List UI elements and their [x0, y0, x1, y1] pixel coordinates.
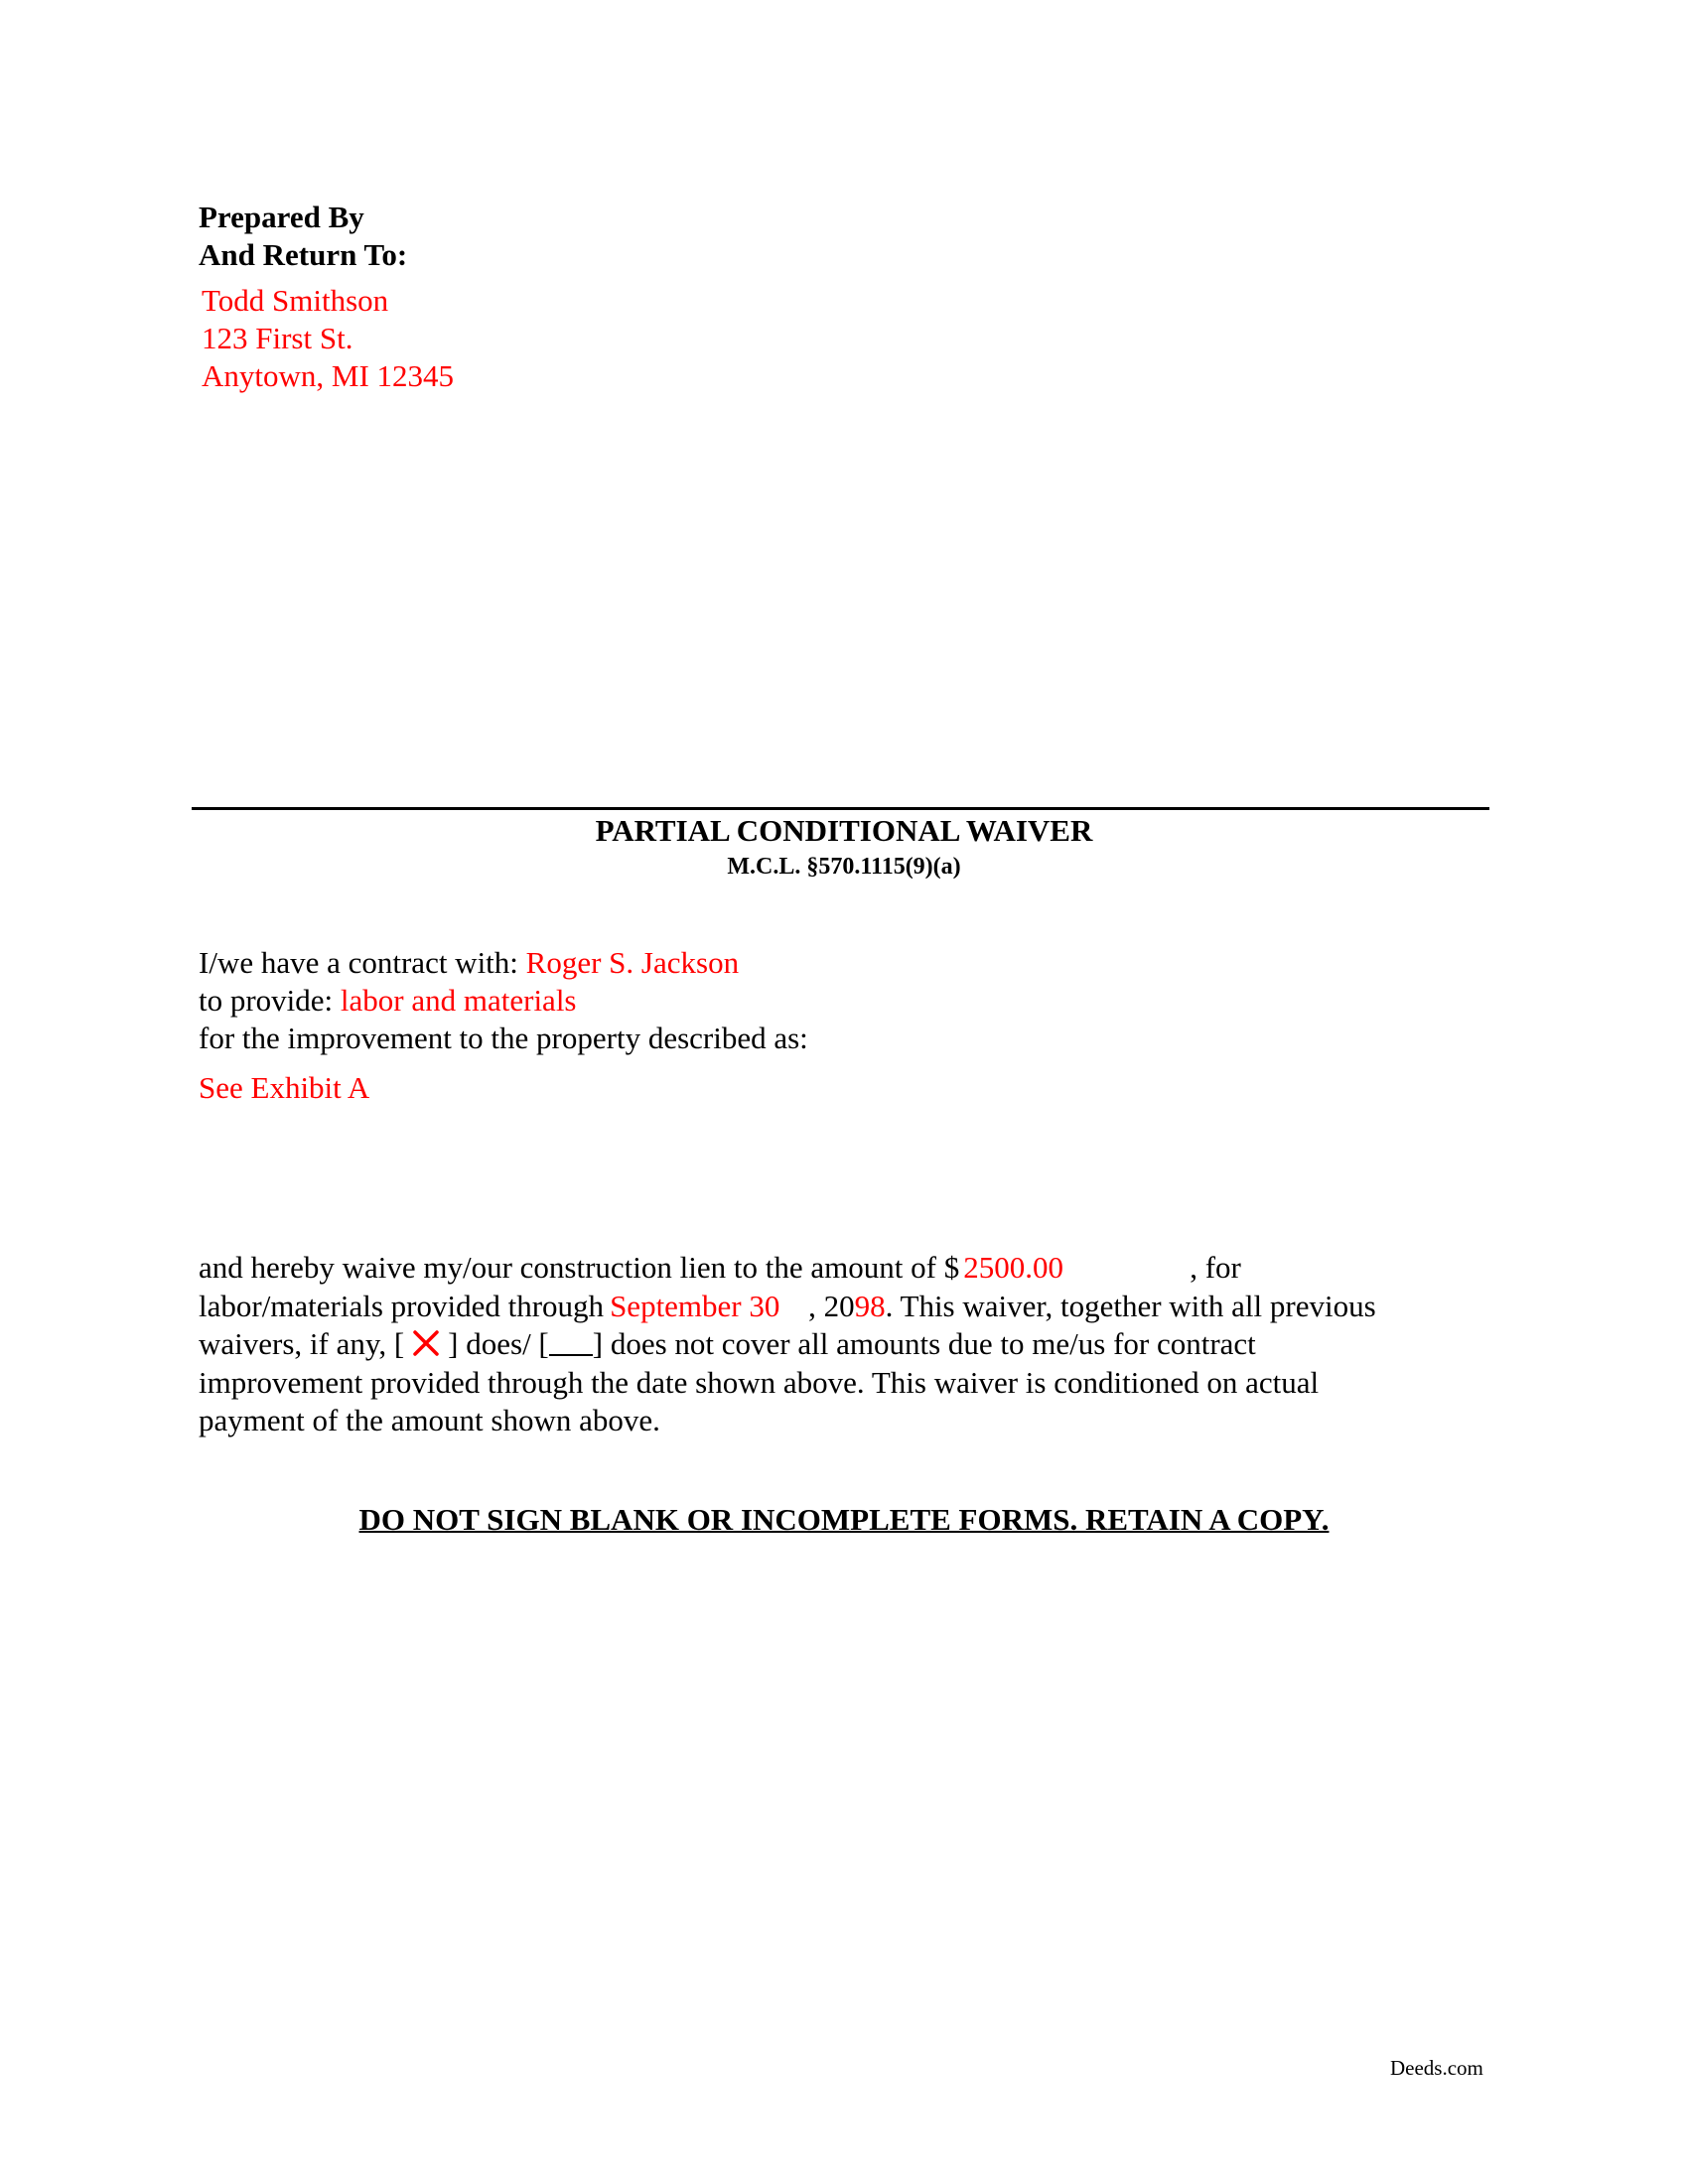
- waiver-amount-label: and hereby waive my/our construction lien to the amount of $: [199, 1250, 960, 1285]
- year-suffix: 98: [854, 1288, 886, 1323]
- does-not-label: ] does not cover all amounts due to me/us for contract: [592, 1326, 1256, 1361]
- contract-with-row: [199, 944, 808, 982]
- prepared-by-label: Prepared By: [199, 200, 364, 234]
- provide-value: labor and materials: [340, 983, 577, 1018]
- document-title: PARTIAL CONDITIONAL WAIVER: [595, 813, 1093, 848]
- statute-reference: M.C.L. §570.1115(9)(a): [727, 854, 961, 880]
- year-prefix: , 20: [808, 1288, 855, 1323]
- property-label: for the improvement to the property described as:: [199, 1021, 808, 1055]
- prepared-by-block: [199, 199, 454, 395]
- waivers-if-any-label: waivers, if any, [: [199, 1326, 405, 1361]
- through-label: labor/materials provided through: [199, 1288, 605, 1323]
- title-divider: [192, 807, 1489, 810]
- through-date: September 30: [610, 1288, 780, 1323]
- x-mark-icon: [411, 1328, 441, 1358]
- waiver-line-1: [199, 1249, 1376, 1288]
- provide-row: [199, 982, 808, 1020]
- waiver-line-2: [199, 1288, 1376, 1326]
- property-description: See Exhibit A: [199, 1070, 370, 1105]
- does-checkbox[interactable]: [404, 1325, 448, 1363]
- waiver-paragraph: [199, 1249, 1376, 1440]
- preparer-street: 123 First St.: [202, 321, 353, 355]
- waiver-line1-end: , for: [1190, 1250, 1241, 1285]
- does-not-checkbox[interactable]: [549, 1332, 593, 1356]
- preparer-city-state-zip: Anytown, MI 12345: [202, 358, 455, 393]
- signing-warning: DO NOT SIGN BLANK OR INCOMPLETE FORMS. RETAIN A COPY.: [358, 1502, 1330, 1537]
- waiver-line-4: improvement provided through the date shown above. This waiver is conditioned on actual: [199, 1364, 1320, 1400]
- does-label: ] does/ [: [448, 1326, 549, 1361]
- contract-info: [199, 944, 808, 1057]
- return-to-label: And Return To:: [199, 237, 408, 272]
- waiver-line2-end: . This waiver, together with all previous: [885, 1288, 1376, 1323]
- waiver-line-5: payment of the amount shown above.: [199, 1403, 660, 1437]
- contract-with-label: I/we have a contract with:: [199, 945, 518, 980]
- footer-brand: Deeds.com: [1390, 2056, 1483, 2080]
- preparer-name: Todd Smithson: [202, 283, 389, 318]
- waiver-amount: 2500.00: [963, 1250, 1063, 1285]
- provide-label: to provide:: [199, 983, 334, 1018]
- contract-with-value: Roger S. Jackson: [525, 945, 740, 980]
- waiver-line-3: [199, 1325, 1376, 1364]
